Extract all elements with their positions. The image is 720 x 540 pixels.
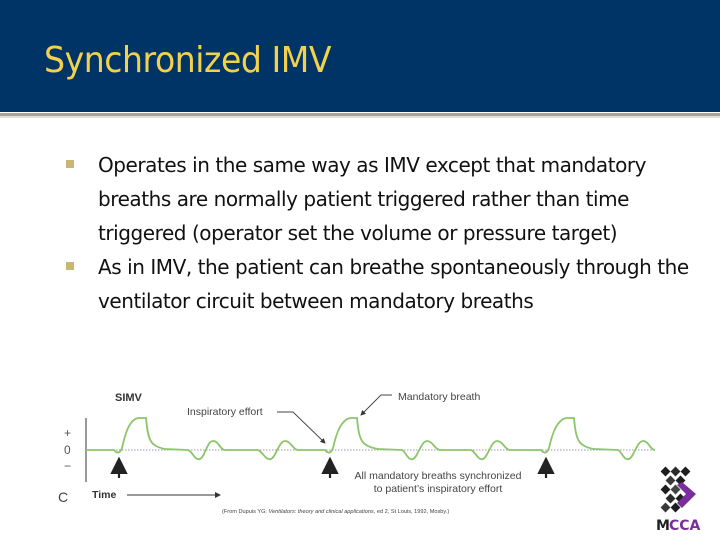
logo-text-cca: CCA	[669, 518, 701, 534]
mandatory-breath-leader	[361, 395, 392, 415]
bullet-text: As in IMV, the patient can breathe spontaneously through the ventilator circuit between mandatory breaths	[98, 255, 689, 313]
pressure-waveform	[86, 418, 655, 459]
inspiratory-effort-label: Inspiratory effort	[187, 406, 263, 418]
panel-letter: C	[58, 489, 69, 505]
time-axis-label: Time	[92, 489, 117, 501]
inspiratory-effort-leader	[277, 412, 325, 443]
mandatory-breath-label: Mandatory breath	[398, 391, 481, 403]
y-tick-zero: 0	[64, 443, 71, 457]
mode-label: SIMV	[115, 392, 142, 404]
slide-title: Synchronized IMV	[44, 40, 332, 81]
figure-citation: (From Dupuis YG: Ventilators: theory and clinical applications, ed 2, St Louis, 1992, Mosby.)	[222, 509, 450, 515]
logo-text-m: M	[656, 518, 670, 534]
mcca-logo	[652, 462, 706, 534]
y-tick-minus: −	[64, 459, 72, 473]
sync-caption-line2: to patient’s inspiratory effort	[373, 483, 503, 495]
y-tick-plus: +	[64, 426, 72, 440]
sync-caption-line1: All mandatory breaths synchronized	[354, 470, 522, 482]
bullet-text: Operates in the same way as IMV except that mandatory breaths are normally patient triggered rather than time triggered (operator set the volume or pressure target)	[98, 153, 647, 245]
